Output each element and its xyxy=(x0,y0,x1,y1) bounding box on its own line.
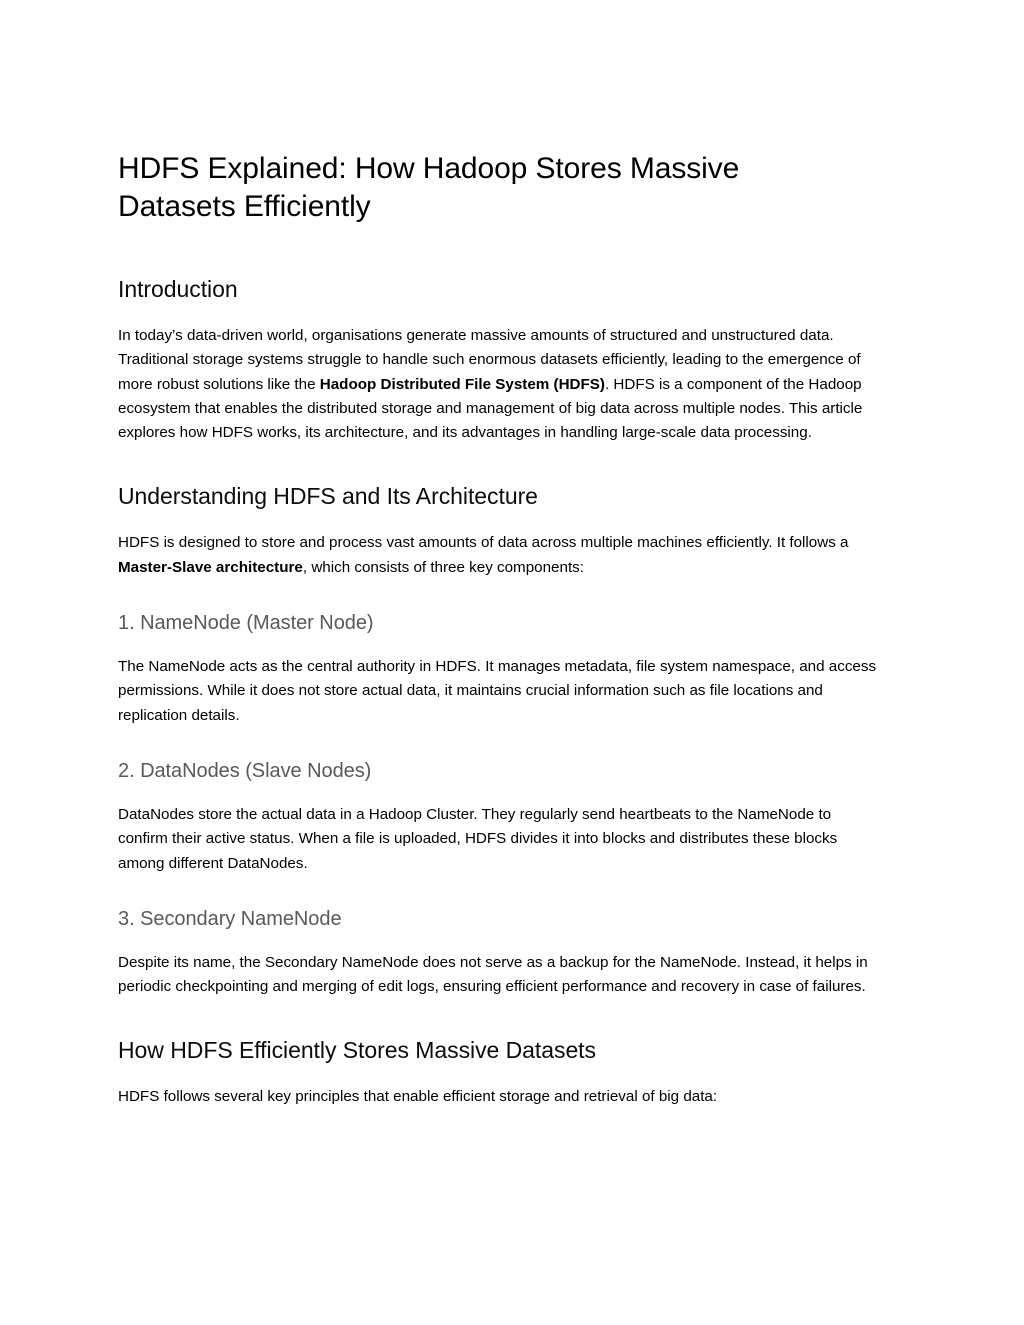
paragraph-introduction xyxy=(118,324,880,445)
spacer xyxy=(118,728,880,758)
page-title: HDFS Explained: How Hadoop Stores Massive Datasets Efficiently xyxy=(118,152,740,223)
spacer xyxy=(118,999,880,1035)
paragraph-bold-part: Hadoop Distributed File System (HDFS) xyxy=(319,375,605,393)
paragraph-how-hdfs-stores: HDFS follows several key principles that enable efficient storage and retrieval of big data: xyxy=(118,1088,718,1106)
sub-heading-secondary-namenode: 3. Secondary NameNode xyxy=(118,907,342,930)
component-secondary-namenode xyxy=(118,906,880,1000)
paragraph-text-part: HDFS is designed to store and process vast amounts of data across multiple machines efficiently. It follows a xyxy=(118,534,849,552)
section-introduction xyxy=(118,274,880,445)
section-heading-introduction: Introduction xyxy=(118,276,238,302)
sub-heading-namenode: 1. NameNode (Master Node) xyxy=(118,612,374,635)
section-how-hdfs-stores xyxy=(118,1035,880,1109)
sub-heading-datanodes: 2. DataNodes (Slave Nodes) xyxy=(118,759,372,782)
paragraph-secondary-namenode: Despite its name, the Secondary NameNode does not serve as a backup for the NameNode. Instead, it helps in periodic checkpointing and merging of edit logs, ensuring efficient performance and recovery in case of failures. xyxy=(118,953,868,996)
component-datanodes xyxy=(118,758,880,876)
paragraph-text-part: , which consists of three key components: xyxy=(302,558,584,576)
paragraph-understanding-hdfs xyxy=(118,531,880,580)
spacer xyxy=(118,876,880,906)
paragraph-bold-part: Master-Slave architecture xyxy=(118,558,303,576)
paragraph-datanodes: DataNodes store the actual data in a Hadoop Cluster. They regularly send heartbeats to the NameNode to confirm their active status. When a file is uploaded, HDFS divides it into blocks and distributes these blocks among different DataNodes. xyxy=(118,805,838,872)
section-heading-how-hdfs-stores: How HDFS Efficiently Stores Massive Datasets xyxy=(118,1037,596,1064)
component-namenode xyxy=(118,610,880,728)
paragraph-namenode: The NameNode acts as the central authority in HDFS. It manages metadata, file system namespace, and access permissions. While it does not store actual data, it maintains crucial information such as file locations and replication details. xyxy=(118,658,877,724)
spacer xyxy=(118,445,880,481)
section-understanding-hdfs xyxy=(118,481,880,580)
spacer xyxy=(118,580,880,610)
section-heading-understanding-hdfs: Understanding HDFS and Its Architecture xyxy=(118,483,538,510)
paragraph-text-part: In today’s data-driven world, organisations generate massive amounts of structured and unstructured data. Traditional storage systems struggle to handle such enormous datasets efficiently, leading to the emergence of more robust solutions like the xyxy=(118,327,861,393)
paragraph-text-part: . HDFS is a component of the Hadoop ecosystem that enables the distributed storage and management of big data across multiple nodes. This article explores how HDFS works, its architecture, and its advantages in handling large-scale data processing. xyxy=(118,375,863,442)
